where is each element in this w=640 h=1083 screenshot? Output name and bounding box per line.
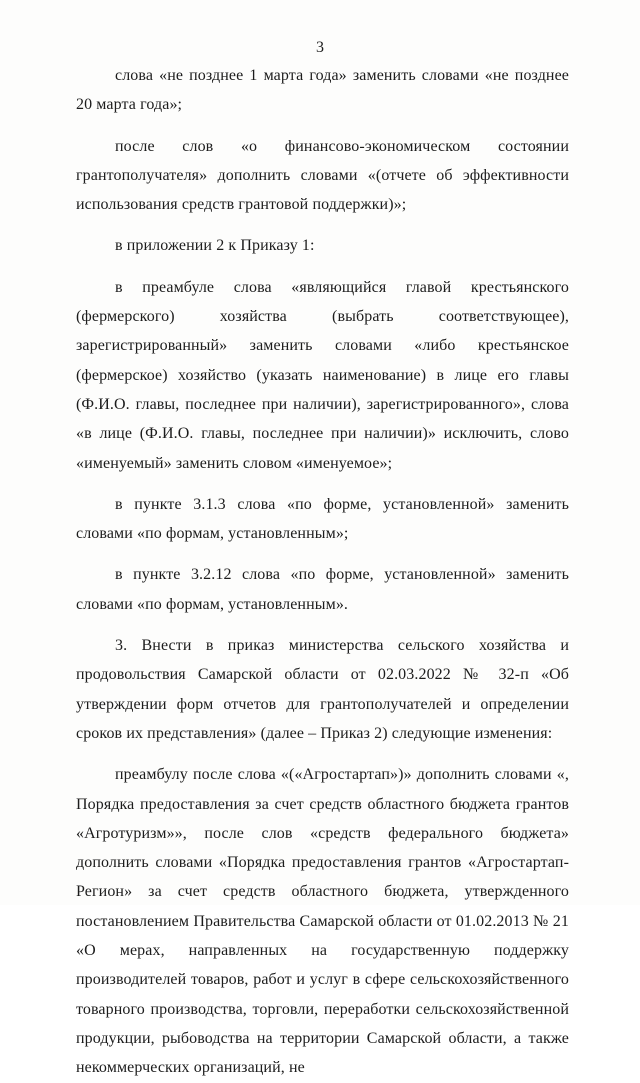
paragraph-report-addition: после слов «о финансово-экономическом состоянии грантополучателя» дополнить словами «(отчете об эффективности использования средств грантовой поддержки)»; (76, 137, 569, 214)
paragraph-preamble-change: в преамбуле слова «являющийся главой крестьянского (фермерского) хозяйства (выбрать соответствующее), зарегистрированный» заменить словами «либо крестьянское (фермерское) хозяйство (указать наименование) в лице его главы (Ф.И.О. главы, последнее при наличии), зарегистрированного», слова «в лице (Ф.И.О. главы, последнее при наличии)» исключить, слово «именуемый» заменить словом «именуемое»; (76, 278, 569, 472)
paragraph-deadline-change: слова «не позднее 1 марта года» заменить словами «не позднее 20 марта года»; (76, 67, 569, 114)
paragraph-item-3-1-3: в пункте 3.1.3 слова «по форме, установленной» заменить словами «по формам, установленным»; (76, 495, 569, 543)
paragraph-order-2-amendment: 3. Внести в приказ министерства сельского хозяйства и продовольствия Самарской области от 02.03.2022 № 32-п «Об утверждении форм отчетов для грантополучателей и определении сроков их представления» (далее – Приказ 2) следующие изменения: (76, 637, 569, 742)
page-number: 3 (316, 39, 324, 56)
document-body (76, 61, 569, 1083)
paragraph-preamble-addition: преамбулу после слова «(«Агростартап»)» дополнить словами «, Порядка предоставления за счет средств областного бюджета грантов «Агротуризм»», после слов «средств федерального бюджета» дополнить словами «Порядка предоставления грантов «Агростартап-Регион» за счет средств областного бюджета, утвержденного постановлением Правительства Самарской области от 01.02.2013 № 21 «О мерах, направленных на государственную поддержку производителей товаров, работ и услуг в сфере сельскохозяйственного товарного производства, торговли, переработки сельскохозяйственной продукции, рыбоводства на территории Самарской области, а также некоммерческих организаций, не (76, 766, 569, 1077)
paragraph-appendix-2: в приложении 2 к Приказу 1: (115, 237, 315, 255)
paragraph-item-3-2-12: в пункте 3.2.12 слова «по форме, установленной» заменить словами «по формам, установленным». (76, 566, 569, 613)
